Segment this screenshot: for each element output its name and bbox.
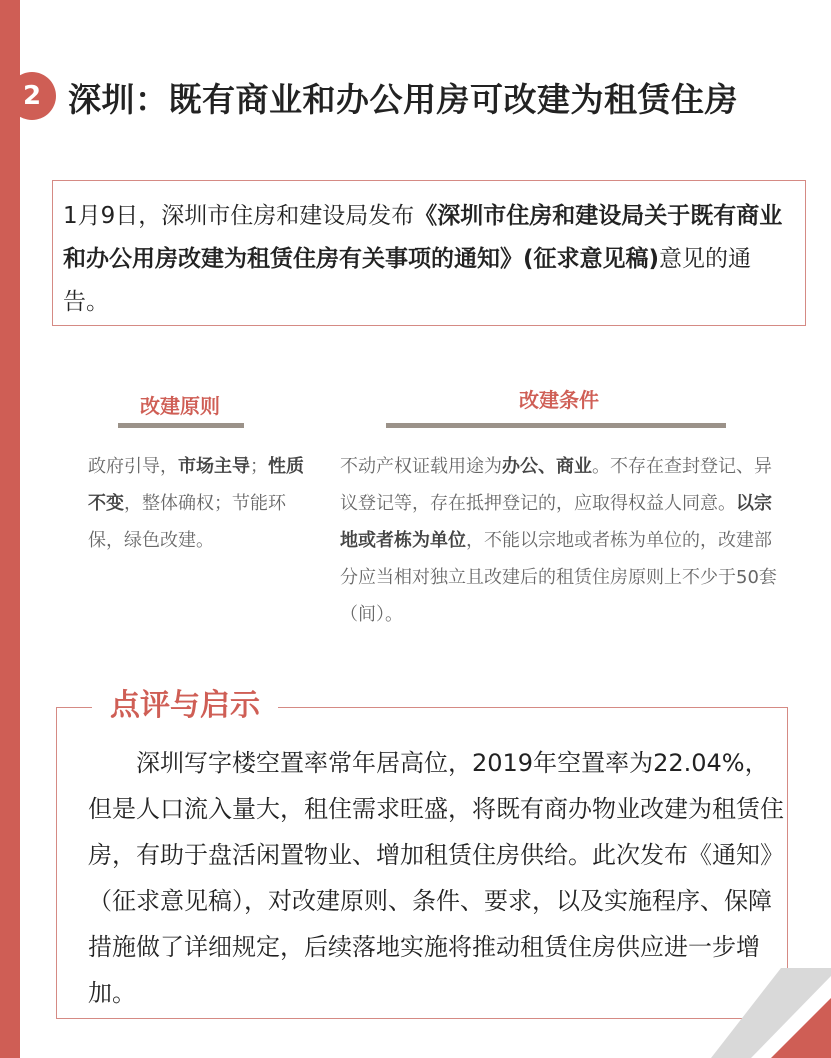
principles-bold-1: 市场主导 [178,456,250,477]
conditions-bold-2: 以宗地或者栋为单位 [340,493,772,551]
principles-heading: 改建原则 [140,394,220,418]
review-text: 深圳写字楼空置率常年居高位，2019年空置率为22.04%，但是人口流入量大，租住需求旺盛，将既有商办物业改建为租赁住房，有助于盘活闲置物业、增加租赁住房供给。此次发布《通知》（征求意见稿），对改建原则、条件、要求，以及实施程序、保障措施做了详细规定，后续落地实施将推动租赁住房供应进一步增加。 [88,749,784,1007]
conditions-heading: 改建条件 [519,388,599,412]
principles-text-2: ； [250,456,268,477]
intro-notice-title: 《深圳市住房和建设局关于既有商业和办公用房改建为租赁住房有关事项的通知》(征求意见稿) [63,203,783,272]
conditions-text-3: ，不能以宗地或者栋为单位的，改建部分应当相对独立且改建后的租赁住房原则上不少于50套（间）。 [340,530,777,625]
conditions-bold-1: 办公、商业 [502,456,592,477]
review-label: 点评与启示 [92,680,278,724]
intro-text: 1月9日，深圳市住房和建设局发布 [63,203,415,229]
page-title: 深圳：既有商业和办公用房可改建为租赁住房 [68,80,738,119]
intro-text-end: 意见的通告。 [63,246,752,315]
conditions-text-2: 。不存在查封登记、异议登记等，存在抵押登记的，应取得权益人同意。 [340,456,772,514]
left-accent-bar [0,0,20,1058]
principles-text-1: 政府引导， [88,456,178,477]
principles-bold-2: 性质不变 [88,456,304,514]
principles-text [88,448,308,559]
principles-text-3: ，整体确权；节能环保，绿色改建。 [88,493,286,551]
section-number-badge: 2 [8,72,56,120]
conditions-text-1: 不动产权证载用途为 [340,456,502,477]
corner-stripes-decoration [711,968,831,1058]
intro-box [52,180,806,326]
principles-divider [118,423,244,428]
conditions-divider [386,423,726,428]
conditions-text [340,448,780,633]
